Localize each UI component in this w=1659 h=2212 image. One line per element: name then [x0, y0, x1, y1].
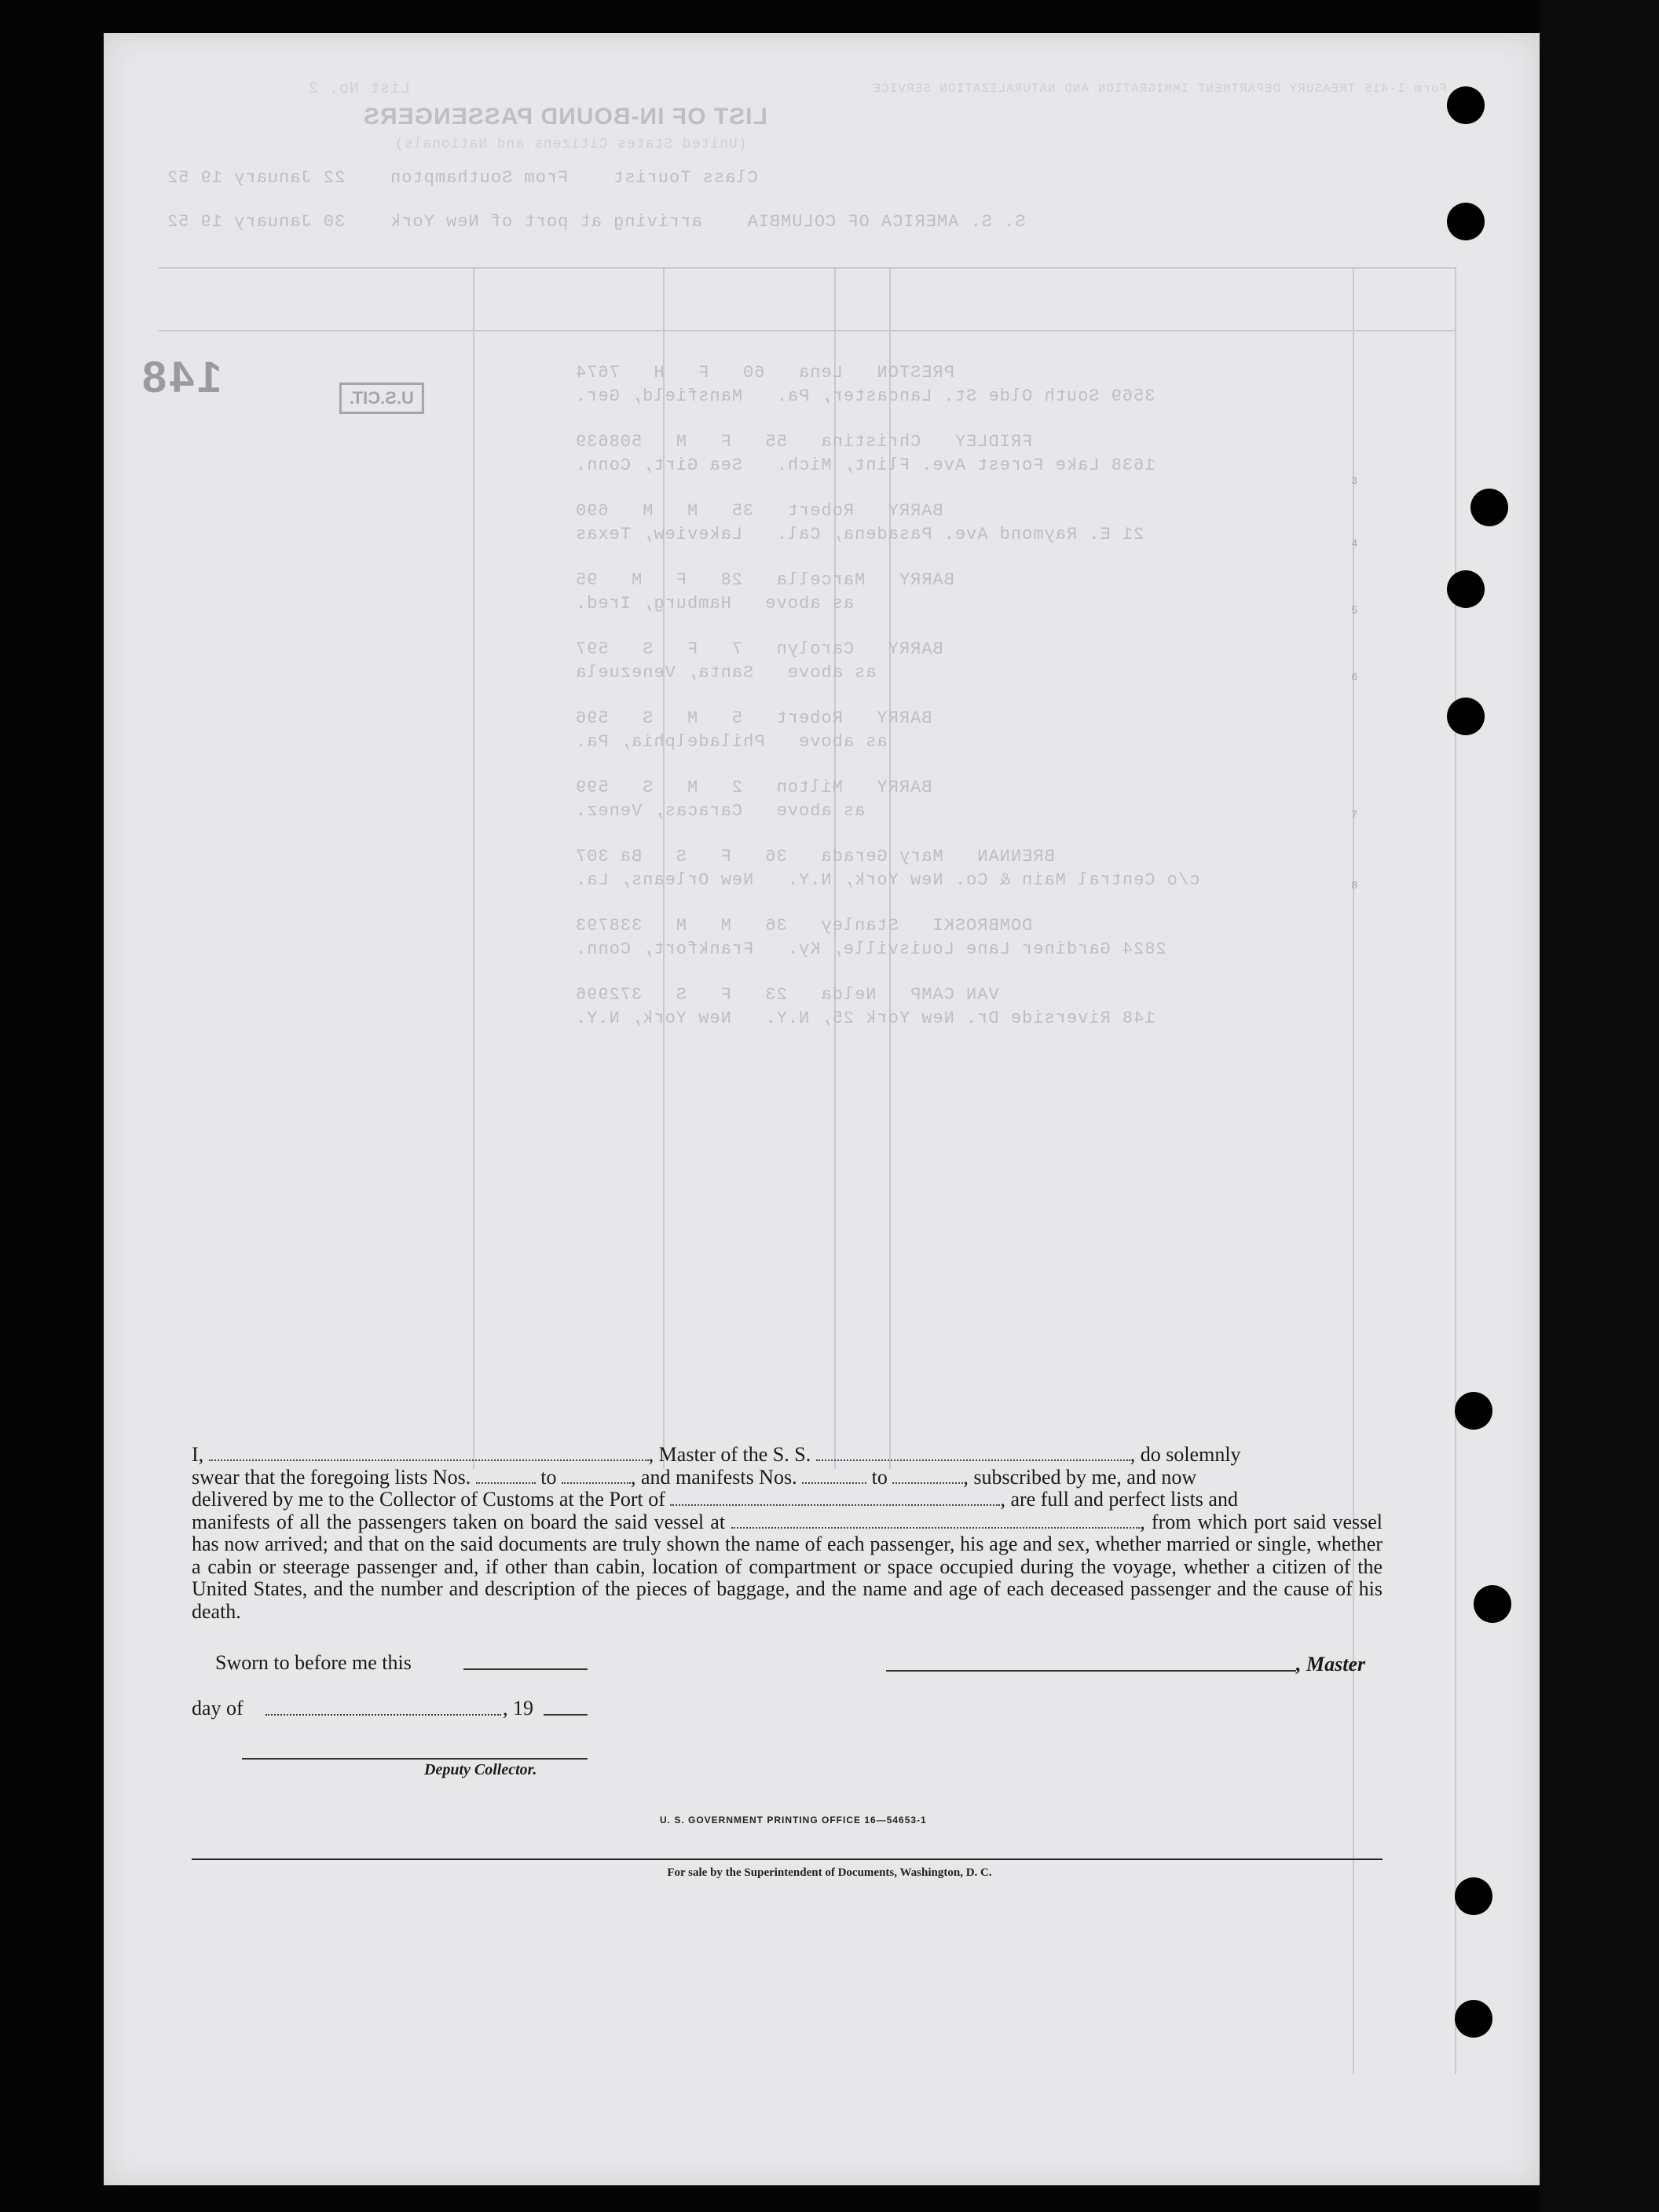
bleed-row: 148 Riverside Dr. New York 25, N.Y. New York, N.Y.	[575, 1009, 1155, 1028]
manifest-to-blank[interactable]	[892, 1478, 963, 1484]
oath-to-2: to	[871, 1465, 888, 1489]
oath-do-solemnly: , do solemnly	[1130, 1443, 1241, 1466]
oath-master-of: , Master of the S. S.	[648, 1443, 811, 1466]
day-of-label: day of	[192, 1697, 244, 1719]
oath-i: I,	[192, 1443, 204, 1466]
bleed-list-no: List No. 2	[308, 80, 411, 98]
binder-hole	[1447, 570, 1485, 608]
bleed-row: 3569 South Olde St. Lancaster, Pa. Mansfield, Ger.	[575, 386, 1155, 406]
gpo-imprint: U. S. GOVERNMENT PRINTING OFFICE 16—54653-1	[660, 1815, 927, 1826]
oath-subscribed: , subscribed by me, and now	[963, 1465, 1197, 1489]
oath-and-manifests: , and manifests Nos.	[631, 1465, 797, 1489]
bleed-row: as above Philadelphia, Pa.	[575, 732, 888, 752]
oath-from-which: , from which	[1140, 1510, 1248, 1533]
oath-swear: swear that the foregoing lists Nos.	[192, 1465, 471, 1489]
deputy-signature-line[interactable]	[242, 1758, 588, 1760]
bleed-form-note: Form I-415 TREASURY DEPARTMENT IMMIGRATION AND NATURALIZATION SERVICE	[872, 82, 1447, 96]
bleed-row: 2824 Gardiner Lane Louisville, Ky. Frankfort, Conn.	[575, 939, 1166, 959]
grid-col-6	[1455, 267, 1456, 2074]
bleed-row: 21 E. Raymond Ave. Pasadena, Cal. Lakeview, Texas	[575, 525, 1144, 544]
day-of-line[interactable]	[266, 1714, 501, 1716]
oath-are-full: , are full and perfect lists and	[1000, 1488, 1238, 1511]
oath-body: port said vessel has now arrived; and that on the said documents are truly shown the name of each passenger, his age and sex, whether married or single, whether a cabin or steerage passenger and, if other than cabin, location of compartment or space occupied during the voyage, whether a citizen of the United States, and the number and description of the pieces of baggage, and the name and age of each deceased passenger and the cause of his death.	[192, 1510, 1383, 1623]
master-signature-line[interactable]	[886, 1670, 1296, 1672]
bleed-row: c/o Central Main & Co. New York, N.Y. New Orleans, La.	[575, 870, 1200, 890]
master-oath	[192, 1444, 1382, 1623]
bleed-stamp-number: 148	[139, 352, 222, 401]
bleed-title: LIST OF IN-BOUND PASSENGERS	[363, 104, 767, 130]
binder-hole	[1455, 1877, 1492, 1915]
master-name-blank[interactable]	[209, 1455, 649, 1461]
list-from-blank[interactable]	[476, 1478, 536, 1484]
bleed-row: as above Hamburg, Ired.	[575, 594, 855, 613]
binder-hole	[1455, 1392, 1492, 1430]
bleed-row: DOMBROSKI Stanley 36 M M 338793	[575, 916, 1033, 936]
manifest-from-blank[interactable]	[802, 1478, 866, 1484]
port-blank[interactable]	[670, 1500, 1000, 1506]
binder-hole	[1447, 698, 1485, 735]
grid-top	[159, 267, 1455, 269]
footer-rule	[192, 1859, 1382, 1860]
binder-hole	[1455, 2000, 1492, 2038]
bleed-row: VAN CAMP Nelda 23 F S 372996	[575, 985, 999, 1005]
margin-number: 3	[1351, 475, 1358, 488]
binder-hole	[1447, 86, 1485, 124]
bleed-row: BARRY Carolyn 7 F S 597	[575, 639, 943, 659]
scan-edge	[1540, 0, 1659, 2212]
bleed-row: BARRY Milton 2 M S 599	[575, 778, 932, 797]
deputy-label: Deputy Collector.	[424, 1761, 537, 1778]
margin-number: 4	[1351, 538, 1358, 551]
bleed-stamp-box: U.S.CIT.	[339, 383, 424, 414]
bleed-row: FRIDLEY Christina 55 F M 508639	[575, 432, 1033, 452]
bleed-line1: Class Tourist From Southampton 22 January 19 52	[167, 168, 758, 188]
year-label: , 19	[503, 1697, 533, 1719]
list-to-blank[interactable]	[562, 1478, 631, 1484]
binder-hole	[1474, 1585, 1511, 1623]
bleed-row: 1638 Lake Forest Ave. Flint, Mich. Sea Girt, Conn.	[575, 456, 1155, 475]
vessel-name-blank[interactable]	[816, 1455, 1130, 1461]
bleed-line2: S. S. AMERICA OF COLUMBIA arriving at port of New York 30 January 19 52	[167, 212, 1026, 232]
margin-number: 6	[1351, 672, 1358, 684]
bleed-row: BARRY Marcella 28 F M 95	[575, 570, 954, 590]
bleed-row: PRESTON Lena 60 F H 7674	[575, 363, 954, 383]
bleed-row: BARRY Robert 5 M S 596	[575, 709, 932, 728]
master-label: , Master	[1296, 1653, 1366, 1675]
sworn-day-line[interactable]	[463, 1668, 588, 1670]
margin-number: 7	[1351, 809, 1358, 822]
binder-hole	[1470, 489, 1508, 526]
grid-header-bottom	[159, 330, 1455, 331]
year-line[interactable]	[544, 1714, 588, 1716]
oath-delivered: delivered by me to the Collector of Customs at the Port of	[192, 1488, 665, 1511]
for-sale-notice: For sale by the Superintendent of Documents, Washington, D. C.	[667, 1866, 992, 1879]
oath-to-1: to	[540, 1465, 557, 1489]
bleed-row: as above Santa, Venezuela	[575, 663, 877, 683]
departure-port-blank[interactable]	[731, 1522, 1140, 1529]
sworn-label: Sworn to before me this	[215, 1651, 412, 1674]
binder-hole	[1447, 203, 1485, 240]
bleed-row: BARRY Robert 35 M M 690	[575, 501, 943, 521]
bleed-row: as above Caracas, Venez.	[575, 801, 866, 821]
margin-number: 5	[1351, 605, 1358, 617]
bleed-subtitle: (United States Citizens and Nationals)	[394, 137, 747, 152]
margin-number: 8	[1351, 880, 1358, 892]
oath-manifests-of: manifests of all the passengers taken on board the said vessel at	[192, 1510, 726, 1533]
manifest-page	[104, 33, 1540, 2185]
grid-col-1	[473, 267, 474, 1469]
bleed-row: BRENNAN Mary Gerada 36 F S Ba 307	[575, 847, 1055, 866]
